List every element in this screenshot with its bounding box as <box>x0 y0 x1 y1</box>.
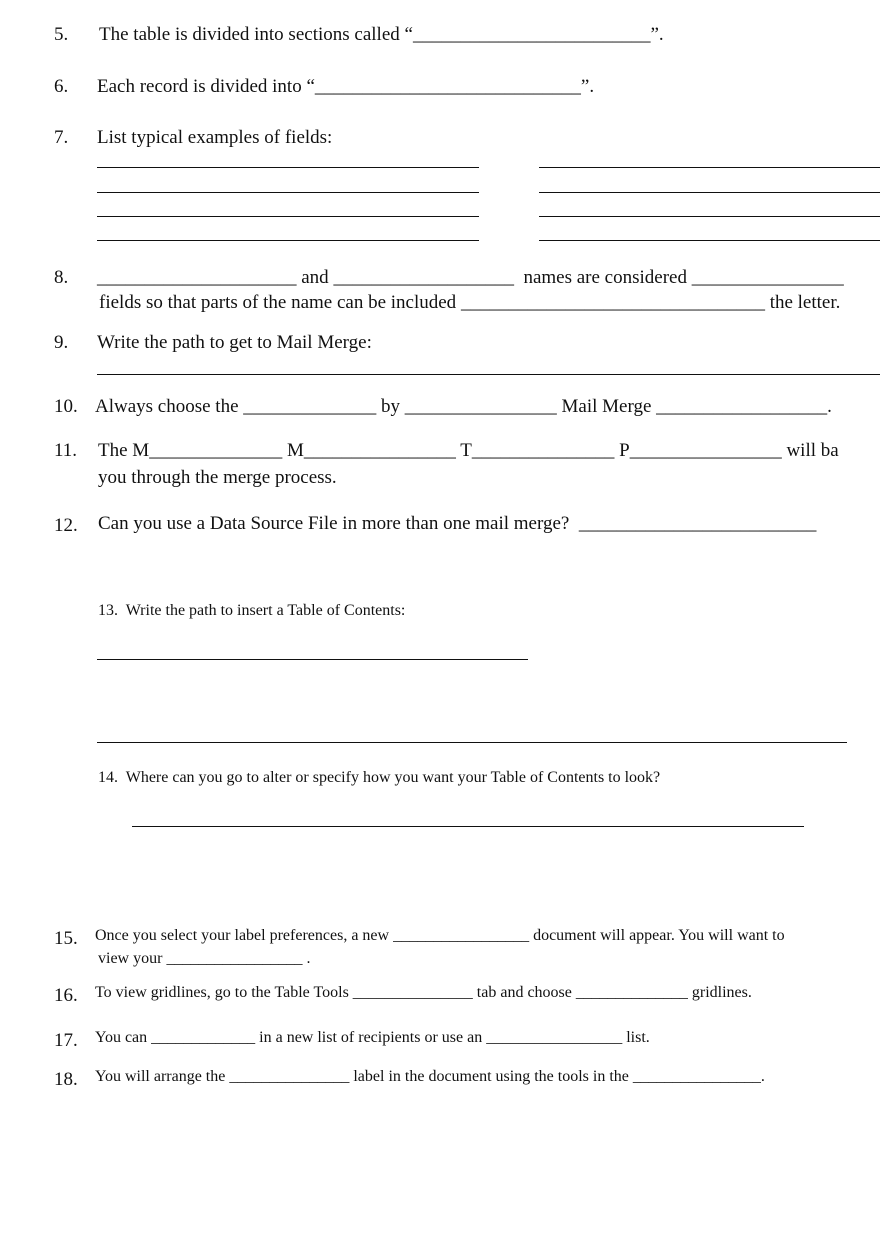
q10-blank-3[interactable]: __________________ <box>656 396 828 417</box>
q8-blank-b[interactable]: ___________________ <box>333 267 514 288</box>
q12-number: 12. <box>54 515 78 536</box>
q15-text-3: view your <box>98 950 163 967</box>
q17-text-1: You can <box>95 1029 148 1046</box>
q8-and: and <box>301 267 329 288</box>
q11-blank-4[interactable]: ________________ <box>629 440 782 461</box>
q18-blank-2[interactable]: ________________ <box>632 1068 761 1085</box>
q11-blank-2[interactable]: ________________ <box>303 440 456 461</box>
q5-answer-blank[interactable]: ___________________ <box>412 24 594 45</box>
q14-text: 14. Where can you go to alter or specify how you want your Table of Contents to look? <box>98 769 661 786</box>
q8-blank-c[interactable]: ________________ <box>691 267 844 288</box>
q17-text <box>95 1030 650 1046</box>
q5-text <box>99 25 664 44</box>
q17-blank-2[interactable]: _________________ <box>486 1029 623 1046</box>
q6-number: 6. <box>54 76 69 97</box>
q5-text-after: ”. <box>650 24 664 45</box>
q8-blank-d[interactable]: ________________________________ <box>460 292 765 313</box>
q8-number: 8. <box>54 267 69 288</box>
q11-blank-3[interactable]: _______________ <box>471 440 615 461</box>
q18-text <box>95 1069 765 1085</box>
q15-text-2: document will appear. You will want to <box>533 927 785 944</box>
q11-blank-1[interactable]: ______________ <box>149 440 283 461</box>
q10-text-2: by <box>381 396 401 417</box>
q16-number: 16. <box>54 985 78 1006</box>
q15-text-4: . <box>306 950 311 967</box>
q9-text: Write the path to get to Mail Merge: <box>97 332 372 353</box>
q7-answer-line-left-4[interactable] <box>97 240 479 241</box>
q6-text-before: Each record is divided into “ <box>97 76 315 97</box>
q9-answer-line[interactable] <box>97 374 880 375</box>
q10-text-1: Always choose the <box>95 396 239 417</box>
q18-text-1: You will arrange the <box>95 1068 226 1085</box>
q6-text <box>97 77 594 96</box>
q14-answer-line[interactable] <box>132 826 804 827</box>
q10-blank-2[interactable]: ________________ <box>404 396 557 417</box>
q8-blank-a[interactable]: _____________________ <box>97 267 297 288</box>
q18-text-3: . <box>760 1068 765 1085</box>
q15-number: 15. <box>54 928 78 949</box>
q15-blank-2[interactable]: _________________ <box>166 950 303 967</box>
q18-number: 18. <box>54 1069 78 1090</box>
q7-text: List typical examples of fields: <box>97 127 333 148</box>
q7-answer-line-left-1[interactable] <box>97 167 479 168</box>
q5-number: 5. <box>54 24 69 45</box>
q11-tail: will ba <box>786 440 839 461</box>
q10-text <box>95 397 832 416</box>
q9-number: 9. <box>54 332 69 353</box>
q10-text-3: Mail Merge <box>561 396 652 417</box>
q8-line1 <box>97 268 844 287</box>
q7-answer-line-left-2[interactable] <box>97 192 479 193</box>
q16-text-3: gridlines. <box>691 984 752 1001</box>
q8-line1-text: names are considered <box>523 267 687 288</box>
q12-question: Can you use a Data Source File in more than one mail merge? <box>98 513 570 534</box>
q7-answer-line-left-3[interactable] <box>97 216 479 217</box>
q11-number: 11. <box>54 440 78 461</box>
q7-number: 7. <box>54 127 69 148</box>
q17-text-3: list. <box>626 1029 650 1046</box>
q18-blank-1[interactable]: _______________ <box>229 1068 350 1085</box>
q17-number: 17. <box>54 1030 78 1051</box>
q5-text-before: The table is divided into sections called “ <box>99 24 413 45</box>
q15-line2 <box>98 951 310 967</box>
q16-text-1: To view gridlines, go to the Table Tools <box>95 984 349 1001</box>
q16-text <box>95 985 752 1001</box>
q10-blank-1[interactable]: ______________ <box>243 396 377 417</box>
q6-answer-blank-tail[interactable]: _______ <box>514 76 581 97</box>
q7-answer-line-right-4[interactable] <box>539 240 880 241</box>
q13-text: 13. Write the path to insert a Table of Contents: <box>98 602 406 619</box>
q12-text <box>98 514 816 533</box>
q15-blank-1[interactable]: _________________ <box>393 927 530 944</box>
q8-line2-text: fields so that parts of the name can be included <box>99 292 457 313</box>
q11-text-1: The M <box>98 440 150 461</box>
q6-text-after: ”. <box>580 76 595 97</box>
q7-answer-line-right-3[interactable] <box>539 216 880 217</box>
q16-text-2: tab and choose <box>476 984 572 1001</box>
q6-answer-blank[interactable]: _____________________ <box>314 76 515 97</box>
q7-answer-line-right-1[interactable] <box>539 167 880 168</box>
q16-blank-1[interactable]: _______________ <box>352 984 473 1001</box>
q17-text-2: in a new list of recipients or use an <box>259 1029 483 1046</box>
q18-text-2: label in the document using the tools in the <box>353 1068 629 1085</box>
q15-text-1: Once you select your label preferences, a new <box>95 927 390 944</box>
q11-line2: you through the merge process. <box>98 467 337 488</box>
q13-answer-line-1[interactable] <box>97 659 528 660</box>
q15-line1 <box>95 928 785 944</box>
q11-line1 <box>98 441 839 460</box>
q8-line2-tail: the letter. <box>769 292 841 313</box>
q13-answer-line-2[interactable] <box>97 742 847 743</box>
q7-answer-line-right-2[interactable] <box>539 192 880 193</box>
q11-text-4: P <box>619 440 630 461</box>
q16-blank-2[interactable]: ______________ <box>575 984 688 1001</box>
q17-blank-1[interactable]: _____________ <box>151 1029 256 1046</box>
q8-line2 <box>99 293 840 312</box>
q11-text-3: T <box>460 440 472 461</box>
q5-answer-blank-tail[interactable]: ______ <box>593 24 651 45</box>
q12-answer-blank[interactable]: _________________________ <box>578 513 817 534</box>
q10-number: 10. <box>54 396 78 417</box>
q10-text-4: . <box>827 396 832 417</box>
q11-text-2: M <box>286 440 304 461</box>
